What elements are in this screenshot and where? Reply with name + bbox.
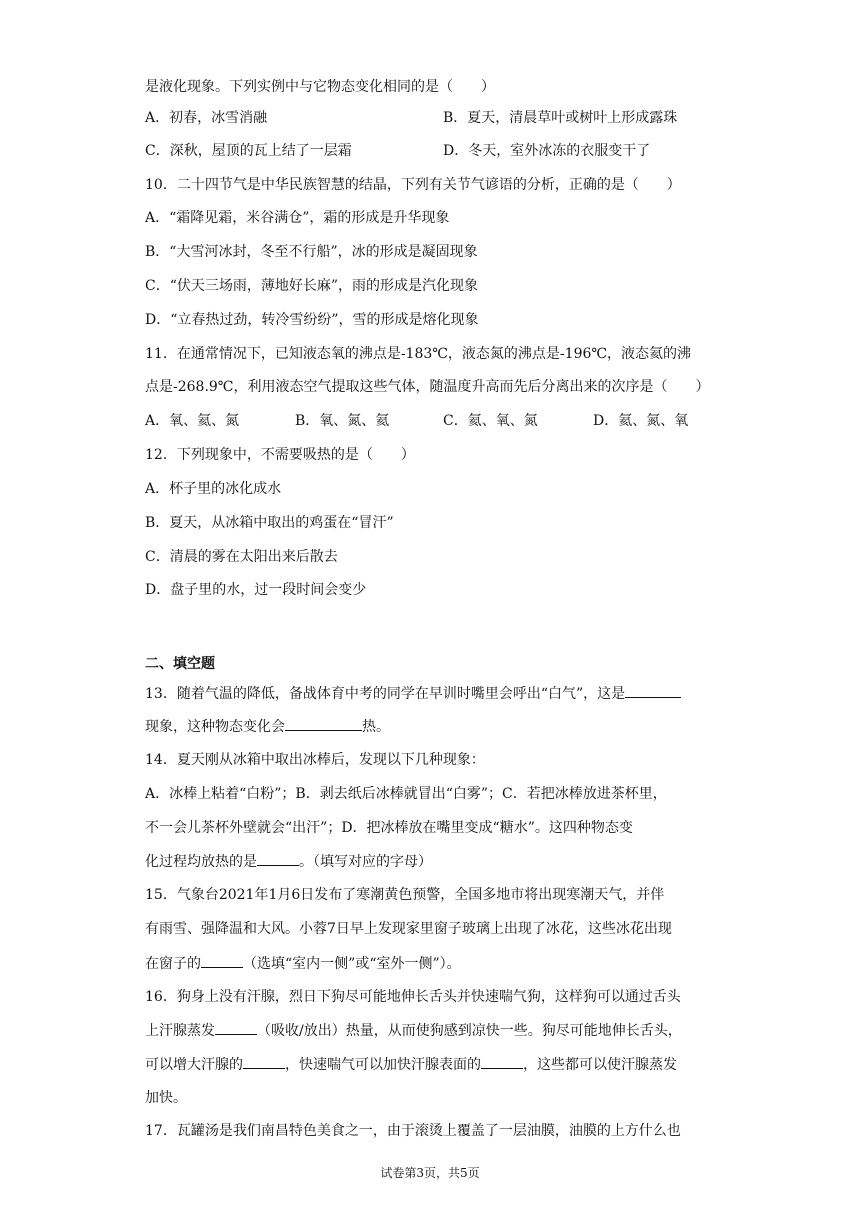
q16-text: ，快速喘气可以加快汗腺表面的 — [285, 1057, 481, 1073]
q16-text: （吸收/放出）热量，从而使狗感到凉快一些。狗尽可能地伸长舌头， — [257, 1023, 682, 1039]
q12-option-d: D．盘子里的水，过一段时间会变少 — [145, 582, 367, 598]
answer-blank[interactable] — [285, 716, 362, 731]
q9-option-a: A．初春，冰雪消融 — [145, 110, 268, 126]
q14-text: 化过程均放热的是 — [145, 854, 257, 870]
q14-line4 — [145, 851, 432, 872]
q15-line2: 有雨雪、强降温和大风。小蓉7日早上发现家里窗子玻璃上出现了冰花，这些冰花出现 — [145, 921, 672, 937]
q15-text: （选填“室内一侧”或“室外一侧”）。 — [243, 956, 461, 972]
q12-option-a: A．杯子里的冰化成水 — [145, 481, 282, 497]
q14-line3: 不一会儿茶杯外壁就会“出汗”；D．把冰棒放在嘴里变成“糖水”。这四种物态变 — [145, 820, 633, 836]
answer-blank[interactable] — [215, 1020, 257, 1035]
q13-line2 — [145, 716, 390, 737]
q17-line1: 17．瓦罐汤是我们南昌特色美食之一，由于滚烫上覆盖了一层油膜，油膜的上方什么也 — [145, 1123, 681, 1139]
q16-line3 — [145, 1054, 677, 1075]
answer-blank[interactable] — [243, 1054, 285, 1069]
answer-blank[interactable] — [625, 683, 681, 698]
q16-text: ，这些都可以使汗腺蒸发 — [523, 1057, 677, 1073]
q11-option-b: B．氧、氮、氦 — [295, 413, 390, 429]
q10-option-d: D．“立春热过劲，转冷雪纷纷”，雪的形成是熔化现象 — [145, 312, 479, 328]
section-heading: 二、填空题 — [145, 656, 215, 672]
q14-line1: 14．夏天刚从冰箱中取出冰棒后，发现以下几种现象： — [145, 752, 485, 768]
q13-text: 热。 — [362, 719, 390, 735]
q13-line1 — [145, 683, 681, 704]
q12-option-c: C．清晨的雾在太阳出来后散去 — [145, 549, 338, 565]
text-line: 是液化现象。下列实例中与它物态变化相同的是（ ） — [145, 79, 495, 95]
answer-blank[interactable] — [201, 953, 243, 968]
q15-line3 — [145, 953, 461, 974]
q9-option-b: B．夏天，清晨草叶或树叶上形成露珠 — [443, 110, 678, 126]
q12-stem: 12．下列现象中，不需要吸热的是（ ） — [145, 447, 415, 463]
answer-blank[interactable] — [481, 1054, 523, 1069]
q11-stem-line1: 11．在通常情况下，已知液态氧的沸点是-183℃，液态氮的沸点是-196℃，液态氦的沸 — [145, 346, 692, 362]
q16-line1: 16．狗身上没有汗腺，烈日下狗尽可能地伸长舌头并快速喘气狗，这样狗可以通过舌头 — [145, 989, 681, 1005]
q16-text: 上汗腺蒸发 — [145, 1023, 215, 1039]
q10-option-a: A．“霜降见霜，米谷满仓”，霜的形成是升华现象 — [145, 210, 450, 226]
q10-stem: 10．二十四节气是中华民族智慧的结晶，下列有关节气谚语的分析，正确的是（ ） — [145, 177, 681, 193]
q15-line1: 15．气象台2021年1月6日发布了寒潮黄色预警，全国多地市将出现寒潮天气，并伴 — [145, 887, 665, 903]
q16-line2 — [145, 1020, 682, 1041]
q11-stem-line2: 点是-268.9℃，利用液态空气提取这些气体，随温度升高而先后分离出来的次序是（ ） — [145, 379, 710, 395]
q14-text: 。（填写对应的字母） — [299, 854, 432, 870]
q15-text: 在窗子的 — [145, 956, 201, 972]
q11-option-c: C．氦、氧、氮 — [443, 413, 538, 429]
q10-option-c: C．“伏天三场雨，薄地好长麻”，雨的形成是汽化现象 — [145, 278, 479, 294]
q11-option-d: D．氦、氮、氧 — [593, 413, 689, 429]
answer-blank[interactable] — [257, 851, 299, 866]
page-footer: 试卷第3页，共5页 — [380, 1166, 480, 1180]
q13-text: 现象，这种物态变化会 — [145, 719, 285, 735]
q16-line4: 加快。 — [145, 1090, 187, 1106]
q12-option-b: B．夏天，从冰箱中取出的鸡蛋在“冒汗” — [145, 515, 394, 531]
q14-line2: A．冰棒上粘着“白粉”；B．剥去纸后冰棒就冒出“白雾”；C．若把冰棒放进茶杯里， — [145, 786, 667, 802]
q11-option-a: A．氧、氦、氮 — [145, 413, 240, 429]
q13-text: 13．随着气温的降低，备战体育中考的同学在早训时嘴里会呼出“白气”，这是 — [145, 686, 626, 702]
q9-option-c: C．深秋，屋顶的瓦上结了一层霜 — [145, 143, 352, 159]
q10-option-b: B．“大雪河冰封，冬至不行船”，冰的形成是凝固现象 — [145, 244, 478, 260]
q9-option-d: D．冬天，室外冰冻的衣服变干了 — [443, 143, 651, 159]
q16-text: 可以增大汗腺的 — [145, 1057, 243, 1073]
